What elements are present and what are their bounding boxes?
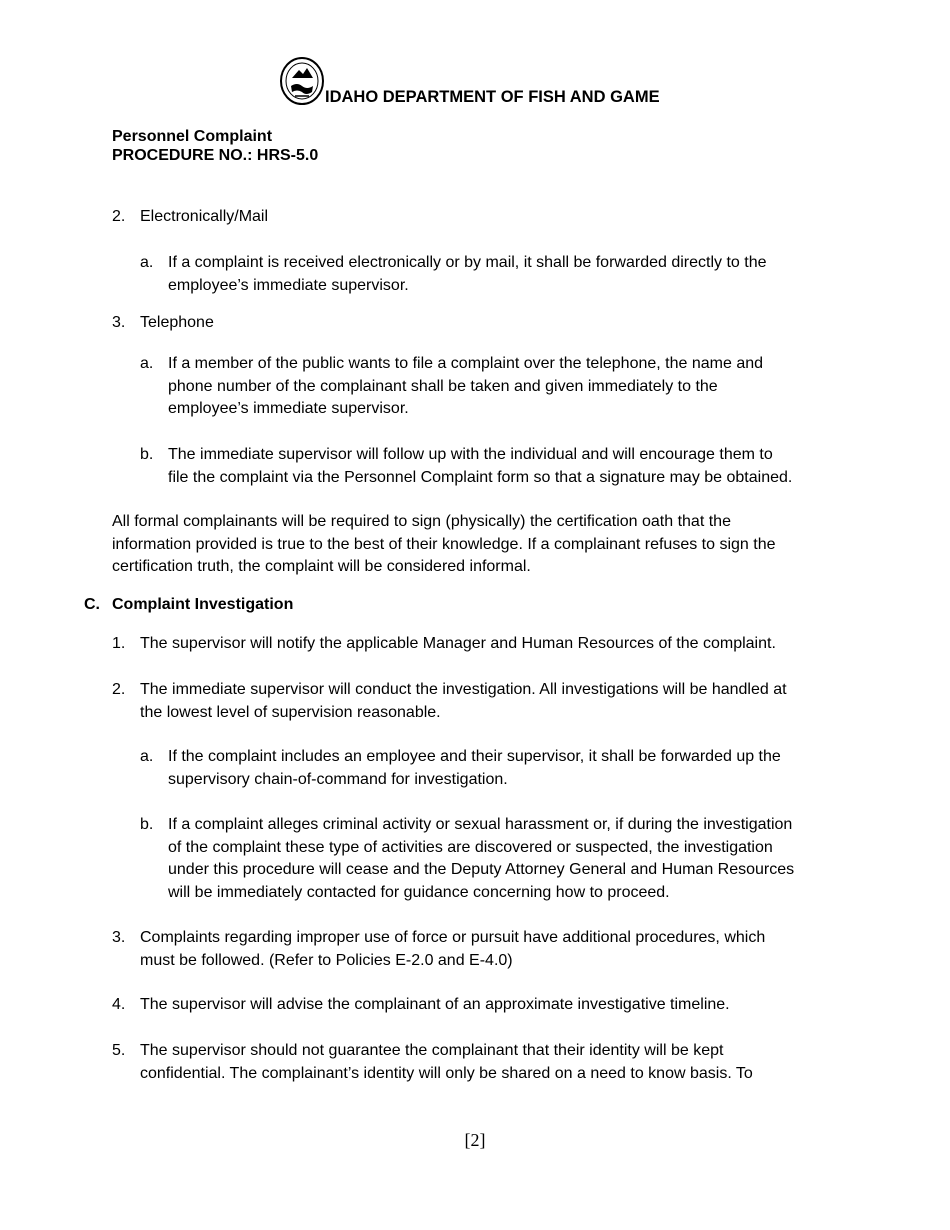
page-number: [2] — [464, 1130, 486, 1150]
list-number: 2. — [112, 681, 126, 698]
list-item-text: If a complaint alleges criminal activity or sexual harassment or, if during the investigation of the complaint these type of activities are discovered or suspected, the investigation under this procedure will cease and the Deputy Attorney General and Human Resources will be immediately contacted for guidance concerning how to proceed. — [168, 816, 795, 901]
list-item-text: If a complaint is received electronically or by mail, it shall be forwarded directly to the employee’s immediate supervisor. — [168, 254, 767, 294]
list-item-text: The immediate supervisor will conduct the investigation. All investigations will be handled at the lowest level of supervision reasonable. — [140, 681, 787, 721]
section-letter: C. — [84, 596, 100, 613]
list-letter: a. — [140, 254, 154, 271]
list-item-text: If a member of the public wants to file a complaint over the telephone, the name and phone number of the complainant shall be taken and given immediately to the employee’s immediate supervisor. — [168, 355, 764, 417]
list-letter: b. — [140, 816, 154, 833]
list-item-text: Complaints regarding improper use of force or pursuit have additional procedures, which must be followed. (Refer to Policies E-2.0 and E-4.0) — [140, 929, 766, 969]
list-number: 4. — [112, 996, 126, 1013]
section-heading: Complaint Investigation — [112, 596, 294, 613]
list-letter: a. — [140, 748, 154, 765]
list-number: 5. — [112, 1042, 126, 1059]
list-letter: a. — [140, 355, 154, 372]
doc-title: Personnel Complaint — [112, 128, 273, 145]
list-item-title: Electronically/Mail — [140, 208, 269, 225]
list-item-text: The immediate supervisor will follow up with the individual and will encourage them to file the complaint via the Personnel Complaint form so that a signature may be obtained. — [168, 446, 793, 486]
list-number: 1. — [112, 635, 126, 652]
list-item-text: The supervisor will advise the complainant of an approximate investigative timeline. — [140, 996, 730, 1013]
procedure-number: PROCEDURE NO.: HRS-5.0 — [112, 147, 319, 164]
list-letter: b. — [140, 446, 154, 463]
org-name: IDAHO DEPARTMENT OF FISH AND GAME — [325, 88, 660, 106]
list-item-text: The supervisor should not guarantee the complainant that their identity will be kept confidential. The complainant’s identity will only be shared on a need to know basis. To — [140, 1042, 753, 1082]
list-number: 3. — [112, 314, 126, 331]
list-number: 3. — [112, 929, 126, 946]
list-item-text: The supervisor will notify the applicable Manager and Human Resources of the complaint. — [140, 635, 776, 652]
idfg-seal-logo-icon — [279, 56, 325, 106]
list-item-title: Telephone — [140, 314, 214, 331]
list-item-text: If the complaint includes an employee and their supervisor, it shall be forwarded up the supervisory chain-of-command for investigation. — [168, 748, 781, 788]
list-number: 2. — [112, 208, 126, 225]
oath-paragraph: All formal complainants will be required to sign (physically) the certification oath that the information provided is true to the best of their knowledge. If a complainant refuses to sign the certification truth, the complaint will be considered informal. — [112, 513, 776, 575]
